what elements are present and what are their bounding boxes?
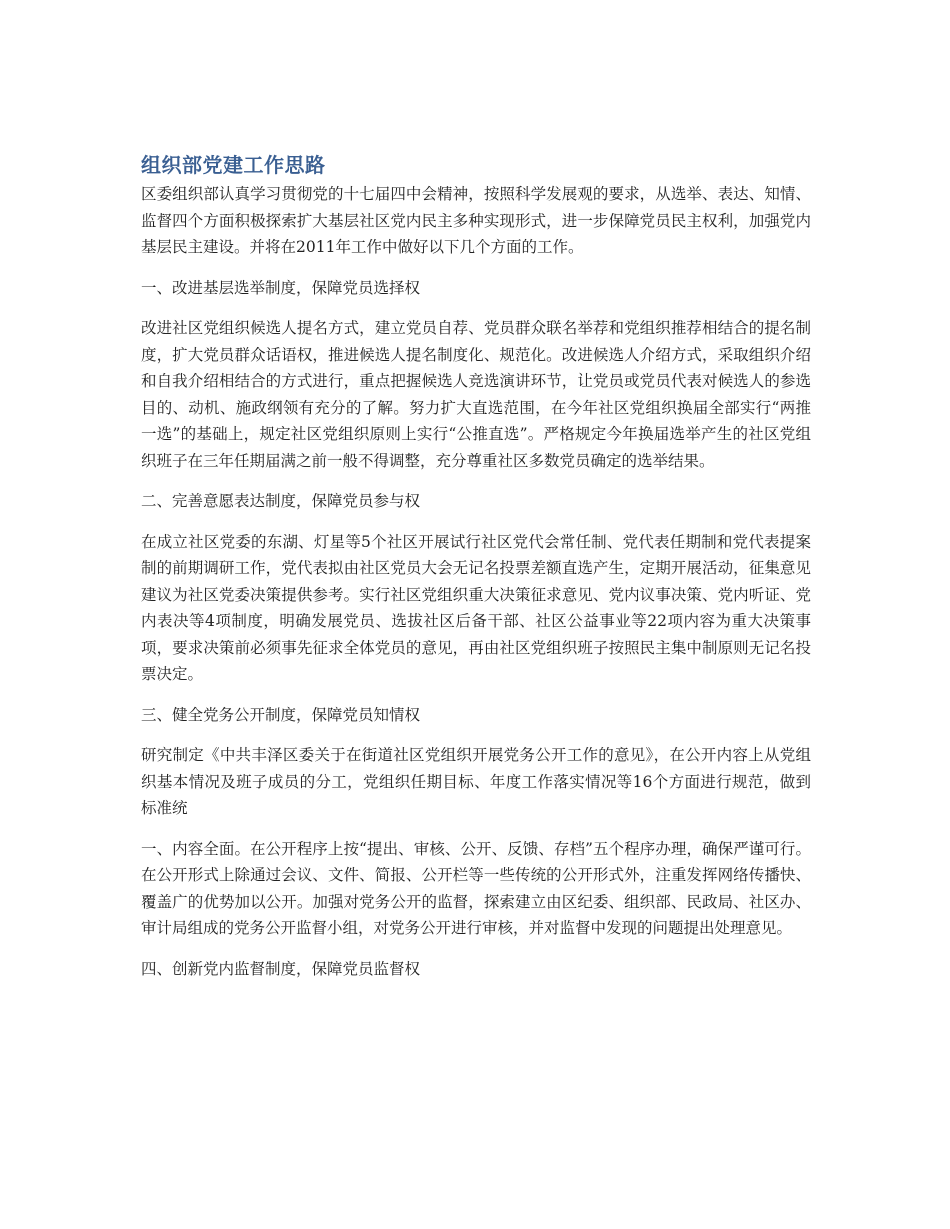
section-heading: 三、健全党务公开制度，保障党员知情权 [141, 705, 421, 724]
paragraph: 改进社区党组织候选人提名方式，建立党员自荐、党员群众联名举荐和党组织推荐相结合的提名制度，扩大党员群众话语权，推进候选人提名制度化、规范化。改进候选人介绍方式，采取组织介绍和自我介绍相结合的方式进行，重点把握候选人竞选演讲环节，让党员或党员代表对候选人的参选目的、动机、施政纲领有充分的了解。努力扩大直选范围，在今年社区党组织换届全部实行“两推一选”的基础上，规定社区党组织原则上实行“公推直选”。严格规定今年换届选举产生的社区党组织班子在三年任期届满之前一般不得调整，充分尊重社区多数党员确定的选举结果。 [141, 319, 811, 470]
section-heading: 一、改进基层选举制度，保障党员选择权 [141, 278, 421, 297]
paragraph: 在成立社区党委的东湖、灯星等5个社区开展试行社区党代会常任制、党代表任期制和党代表提案制的前期调研工作，党代表拟由社区党员大会无记名投票差额直选产生，定期开展活动，征集意见建议为社区党委决策提供参考。实行社区党组织重大决策征求意见、党内议事决策、党内听证、党内表决等4项制度，明确发展党员、选拔社区后备干部、社区公益事业等22项内容为重大决策事项，要求决策前必须事先征求全体党员的意见，再由社区党组织班子按照民主集中制原则无记名投票决定。 [141, 532, 811, 683]
section-heading: 二、完善意愿表达制度，保障党员参与权 [141, 492, 421, 510]
paragraph: 区委组织部认真学习贯彻党的十七届四中会精神，按照科学发展观的要求，从选举、表达、知情、监督四个方面积极探索扩大基层社区党内民主多种实现形式，进一步保障党员民主权利，加强党内基层民主建设。并将在2011年工作中做好以下几个方面的工作。 [141, 185, 811, 256]
document-body [141, 181, 811, 982]
section-heading: 四、创新党内监督制度，保障党员监督权 [141, 959, 421, 978]
page-title: 组织部党建工作思路 [141, 153, 326, 177]
document-page [141, 150, 811, 996]
paragraph: 研究制定《中共丰泽区委关于在街道社区党组织开展党务公开工作的意见》，在公开内容上从党组织基本情况及班子成员的分工，党组织任期目标、年度工作落实情况等16个方面进行规范，做到标准统 [141, 746, 811, 817]
paragraph: 一、内容全面。在公开程序上按“提出、审核、公开、反馈、存档”五个程序办理，确保严谨可行。在公开形式上除通过会议、文件、简报、公开栏等一些传统的公开形式外，注重发挥网络传播快、覆盖广的优势加以公开。加强对党务公开的监督，探索建立由区纪委、组织部、民政局、社区办、审计局组成的党务公开监督小组，对党务公开进行审核，并对监督中发现的问题提出处理意见。 [141, 839, 811, 937]
